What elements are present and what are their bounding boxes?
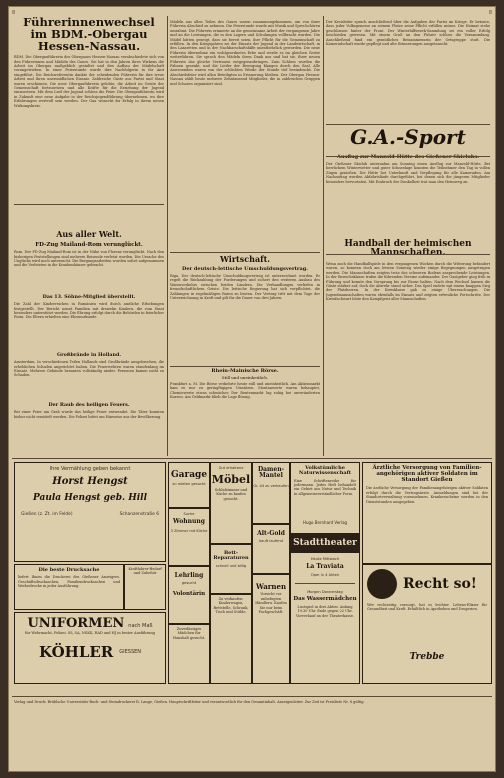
section-aus-aller-welt: Aus aller Welt.: [56, 229, 122, 240]
uniform-maker: KÖHLER: [38, 642, 114, 661]
ad-small-box: Kraftfahrer-Bedarf und Zubehör: [124, 564, 166, 610]
sport-sub: Ausflug zur Manzold-Hütte des Gießener Skiclubs.: [336, 154, 479, 160]
uniform-place: GIESSEN: [119, 649, 142, 656]
subhead-umschuldung: Der deutsch-lettische Umschuldungsvertrag.: [182, 266, 308, 272]
druck-title: Die beste Drucksache: [38, 567, 100, 573]
ad-recht-so: Recht so! Wer rechtzeitig vorsorgt, hat es leichter. Lebens-Elixier für Gesundheit und Kraft. Erhältlich in Apotheken und Drogerien. Trebbe: [362, 564, 492, 684]
engagement-name-1: Horst Hengst: [52, 476, 128, 488]
sport-head: G.A.-Sport: [350, 124, 466, 149]
stadttheater-title: Stadttheater: [293, 538, 357, 549]
damen-title: Damen-Mantel: [257, 466, 285, 480]
moebel-title: Möbel: [211, 473, 251, 487]
bottom-strip: Verlag und Druck: Brühlsche Universitäts-Buch- und Steindruckerei R. Lange, Gießen. Hauptschriftleiter und verantwortlich für den Gesamtinhalt. Anzeigenleiter. Zur Zeit ist Preisliste Nr. 8 gültig.: [14, 700, 365, 704]
handball-head: Handball der heimischen Mannschaften.: [344, 239, 472, 259]
ad-versorgung: Ärztliche Versorgung von Familien-angehörigen aktiver Soldaten im Standort Gießen Die ärztliche Versorgung der Familienangehörigen aktiver Soldaten erfolgt durch die Vertragsärzte. Anmeldungen sind bei der Standortverwaltung vorzunehmen. Krankenscheine werden in den Dienststunden ausgegeben.: [362, 462, 492, 564]
right-column: [326, 14, 490, 454]
market-head: Rhein-Mainische Börse.: [211, 368, 279, 374]
page-number-right: 8: [488, 10, 492, 16]
engagement-footer: [15, 513, 165, 517]
engagement-street: Schanzenstraße 6: [119, 512, 159, 518]
garage-title: Garage: [170, 470, 208, 480]
subhead-fd-zug: FD-Zug Mailand-Rom verunglückt.: [35, 242, 143, 249]
wassermaedchen: Das Wassermädchen: [293, 596, 357, 603]
article-handball-text: Wenn auch die Handballspiele in den vergangenen Wochen durch die Witterung behindert waren, so konnten doch am letzten Sonntag wieder einige Begegnungen ausgetragen werden. Die Mannschaften zeigten trotz des schweren Bodens ansprechende Leistungen. In der Bereichsklasse trafen die führenden Vereine aufeinander. Der Gastgeber ging früh in Führung und konnte den Vorsprung bis zur Pause halten. Nach dem Wechsel kamen die Gäste stärker auf, doch die Abwehr stand sicher. Das Spiel endete mit einem knappen Sieg der Platzherren. In der Kreisklasse gab es einige Überraschungen. Die Jugendmannschaften waren ebenfalls im Einsatz und zeigten erfreuliche Fortschritte. Der Kreisfachwart lobte den Kampfgeist aller Mannschaften.: [326, 261, 490, 302]
ad-altgold: Alt-Gold kauft laufend: [252, 524, 290, 574]
bettfedern-title: Bett-Reparaturen: [213, 550, 249, 562]
ad-misc: Zuverlässiges Mädchen für Haushalt gesucht.: [168, 624, 210, 684]
article-middle-text: Mädeln aus allen Teilen des Gaues waren zusammengekommen, um von ihrer Führerin Abschied zu nehmen. Die Feierstunde wurde mit Musik und Sprechchören umrahmt. Die Führerin erinnerte an die gemeinsame Arbeit der vergangenen Jahre und an die Leistungen, die in den Lagern und Schulungen vollbracht wurden. Die Mädel hätten gezeigt, dass sie bereit seien, ihre Pflicht für die Gemeinschaft zu erfüllen. In den Kriegsjahren sei der Einsatz der Jugend in der Landwirtschaft, in den Lazaretten und in der Nachbarschaftshilfe unentbehrlich geworden. Die neue Führerin übernehme ein wohlgeordnetes Erbe und werde es im gleichen Geiste weiterführen. Sie sprach den Mädeln ihren Dank aus und bat sie, ihrer neuen Führerin das gleiche Vertrauen entgegenzubringen. Zum Schluss wurden die Fahnen gesenkt, und die Lieder der Bewegung klangen durch den Saal. Alle Anwesenden waren von der schlichten Würde der Stunde tief beeindruckt. Die Abschiedsfeier wird allen Beteiligten in Erinnerung bleiben. Der Obergau Hessen-Nassau zählt heute mehrere Zehntausend Mitglieder, die in zahlreichen Gruppen und Scharen organisiert sind.: [170, 20, 320, 86]
uniform-title: UNIFORMEN: [27, 616, 125, 631]
article-fd-zug-text: Rom. Der FD-Zug Mailand-Rom ist in der Nähe von Florenz verunglückt. Nach den bisherigen Feststellungen sind mehrere Reisende verletzt worden. Die Ursache des Unglücks wird noch untersucht. Die Bergungsarbeiten wurden sofort aufgenommen und die Verletzten in die Krankenhäuser gebracht.: [14, 250, 164, 268]
page-number-left: 8: [12, 10, 16, 16]
ad-wohnung: Suche Wohnung 3 Zimmer mit Küche: [168, 508, 210, 566]
ad-drucksache: Die beste Drucksache liefert Ihnen die Druckerei des Gießener Anzeigers. Geschäftsdrucksachen, Familiendrucksachen und Werbedrucke in jeder Ausführung.: [14, 564, 124, 610]
article-feuer-text: Bei einer Feier am Grab wurde das heilige Feuer entwendet. Die Täter konnten bisher nicht ermittelt werden. Die Polizei bittet um Hinweise aus der Bevölkerung.: [14, 410, 164, 419]
ad-volks: Volkstümliche Naturwissenschaft Eine Schriftenreihe für jedermann. Jedes Heft behandelt ein Gebiet aus Natur und Technik in allgemeinverständlicher Form. Hugo Bernhard Verlag: [290, 462, 360, 534]
engagement-place: Gießen (z. Zt. im Felde): [21, 512, 73, 518]
sport-banner: [326, 126, 490, 148]
clock-icon: [367, 569, 397, 599]
uniform-maker-row: [15, 642, 165, 661]
subhead-feuer: Der Raub des heiligen Feuers.: [48, 402, 130, 409]
article-boerse-text: Frankfurt a. M. Die Börse verkehrte heute still und uneinheitlich. Am Aktienmarkt kam es nur zu geringfügigen Umsätzen. Montanwerte waren behauptet, Chemiewerte etwas schwächer. Der Rentenmarkt lag ruhig bei unveränderten Kursen. Am Geldmarkt blieb die Lage flüssig.: [170, 382, 320, 400]
article-right-top-text: Der Kreisleiter sprach anschließend über die Aufgaben der Partei im Kriege. Er betonte, dass jeder Volksgenosse an seinem Platze seine Pflicht erfüllen müsse. Die Heimat stehe geschlossen hinter der Front. Der Winterhilfswerk-Sammlung sei ein voller Erfolg beschieden gewesen. Mit einem Gruß an den Führer schloss die Versammlung. Anschließend fand ein gemütliches Beisammensein der Ortsgruppe statt. Die Kameradschaft wurde gepflegt und alte Erinnerungen ausgetauscht.: [326, 20, 490, 47]
newspaper-page: [8, 6, 496, 772]
uniform-sub: nach Maß: [128, 623, 153, 629]
uniform-head: [15, 617, 165, 631]
market-sub: Still und uneinheitlich.: [221, 375, 269, 380]
wohnung-title: Wohnung: [173, 518, 205, 526]
ad-stadttheater: Stadttheater Heute Mittwoch La Traviata Oper in 4 Akten Morgen Donnerstag Das Wassermädchen Lustspiel in drei Akten. Anfang 19.30 Uhr. Ende gegen 22 Uhr. Vorverkauf an der Theaterkasse.: [290, 534, 360, 684]
article-fuehrerinnen-text: BDM. Die Obergauführerin des Obergaues Hessen-Nassau verabschiedete sich von den Führerinnen und Mädeln des Gaues. Sie hat in den Jahren ihres Wirkens die Arbeit im Obergau maßgeblich gestaltet und den Aufbau der Mädelschaft vorangetrieben. In einer Feierstunde wurde ihre Nachfolgerin in ihr Amt eingeführt. Die Reichsreferentin dankte der scheidenden Führerin für ihre treue Arbeit und ihren unermüdlichen Einsatz. Zahlreiche Gäste aus Partei und Staat waren erschienen. Die neue Obergauführerin gelobte, die Arbeit im Geiste der Gemeinschaft fortzusetzen und alle Kräfte für die Erziehung der Jugend einzusetzen. Mit dem Lied der Jugend schloss die Feier. Die Obergauführerin wird in Zukunft eine neue Aufgabe in der Reichsjugendführung übernehmen, wo ihre Erfahrungen wertvoll sein werden. Der Gau wünscht ihr Erfolg in ihrem neuen Wirkungskreis.: [14, 55, 164, 108]
article-rumaenien-text: Die Zahl der Kinderreichen in Rumänien wird durch amtliche Erhebungen festgestellt. Der Bericht nennt Familien mit dreizehn Kindern, die vom Staat besonders unterstützt werden. Die Ehrung erfolgt durch die Behörden in feierlicher Form. Die Eltern erhielten eine Ehrenurkunde.: [14, 302, 164, 320]
ad-damen-mantel: Damen-Mantel Gr. 44 zu verkaufen: [252, 462, 290, 524]
stadttheater-banner: [291, 535, 359, 553]
ad-verkauf: Zu verkaufen: Kinderwagen, Bettstelle, Schrank, Tisch und Stühle.: [210, 594, 252, 684]
left-column: [14, 14, 164, 454]
headline-fuehrerinnen: Führerinnenwechsel im BDM.-Obergau Hessen-Nassau.: [23, 15, 155, 54]
trebbe: Trebbe: [409, 652, 445, 662]
middle-column: [170, 14, 320, 454]
ad-uniformen: UNIFORMEN nach Maß für Wehrmacht, Polizei, SS, SA, NSKK, RAD und HJ in bester Ausführung KÖHLER GIESSEN: [14, 612, 166, 684]
versorgung-title: Ärztliche Versorgung von Familien-angehörigen aktiver Soldaten im Standort Gießen: [372, 465, 482, 483]
ad-warnen: Warnen Vorsicht vor unbefugten Händlern. Kaufen Sie nur beim Fachgeschäft.: [252, 574, 290, 684]
ad-moebel: Gut erhaltene Möbel Schlafzimmer und Küche zu kaufen gesucht.: [210, 462, 252, 544]
recht-title: Recht so!: [403, 575, 477, 592]
traviata: La Traviata: [306, 563, 344, 571]
subhead-rumaenien: Das 13. Söhne-Mitglied überstellt.: [42, 294, 136, 301]
hugo-title: Hugo Bernhard Verlag: [302, 519, 348, 525]
engagement-intro: Ihre Vermählung geben bekannt: [49, 466, 131, 472]
altgold-title: Alt-Gold: [257, 530, 285, 537]
article-ski-text: Der Gießener Skiclub unternahm am Sonntag einen Ausflug zur Manzold-Hütte. Bei herrlichem Winterwetter und guter Schneelage konnten die Teilnehmer den Tag in vollen Zügen genießen. Die Hütte bot Unterkunft und Verpflegung für alle Kameraden. Am Nachmittag wurden Abfahrtsläufe durchgeführt, bei denen sich die jüngeren Mitglieder besonders hervortaten. Mit Einbruch der Dunkelheit trat man den Heimweg an.: [326, 162, 490, 184]
ad-lehrling: Lehrling gesucht Volontärin: [168, 566, 210, 624]
article-umschuldung-text: Riga. Der deutsch-lettische Umschuldungsvertrag ist unterzeichnet worden. Er regelt die Rückzahlung der Forderungen und sichert den weiteren Ausbau des Warenverkehrs zwischen beiden Ländern. Die Verhandlungen verliefen in freundschaftlichem Geiste. Die lettische Regierung hat sich verpflichtet, die Zahlungen in regelmäßigen Raten zu leisten. Der Vertrag tritt mit dem Tage der Unterzeichnung in Kraft und gilt für die Dauer von drei Jahren.: [170, 274, 320, 301]
volontaerin-title: Volontärin: [172, 590, 206, 597]
ad-bett: Bett-Reparaturen schnell und billig: [210, 544, 252, 594]
recht-head: [363, 565, 491, 603]
ad-engagement: [14, 462, 166, 562]
article-grossbraende-text: Amsterdam. In verschiedenen Teilen Hollands sind Großbrände ausgebrochen, die erheblichen Schaden angerichtet haben. Die Feuerwehren waren stundenlang im Einsatz. Mehrere Gebäude brannten vollständig nieder. Personen kamen nicht zu Schaden.: [14, 360, 164, 378]
ad-garage: Garage zu mieten gesucht: [168, 462, 210, 508]
lehrling-title: Lehrling: [174, 572, 204, 579]
engagement-name-2: Paula Hengst geb. Hill: [32, 492, 148, 503]
warnen-title: Warnen: [255, 582, 287, 591]
volks-title: Volkstümliche Naturwissenschaft: [298, 465, 352, 477]
subhead-grossbraende: Großbrände in Holland.: [57, 352, 121, 359]
section-wirtschaft: Wirtschaft.: [219, 254, 271, 264]
